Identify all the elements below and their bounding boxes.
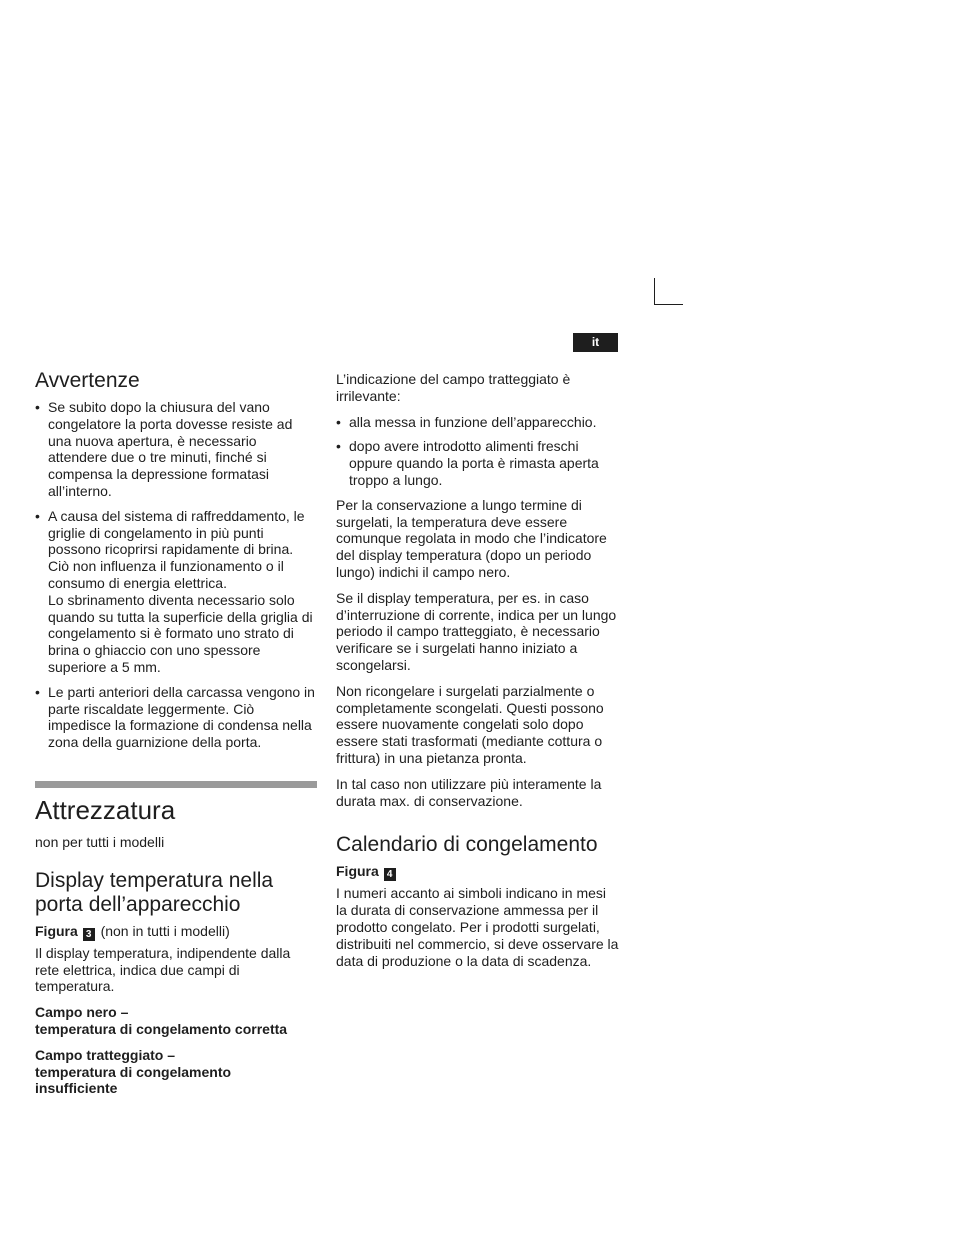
- list-item: • A causa del sistema di raffreddamento, le griglie di congelamento in più punti possono ricoprirsi rapidamente di brina. Ciò non influenza il funzionamento o il consumo di energia elettrica. Lo sbrinamento diventa necessario solo quando su tutta la superficie della griglia di congelamento si è formato uno strato di brina o ghiaccio con uno spessore superiore a 5 mm.: [35, 507, 313, 675]
- attrezzatura-note: non per tutti i modelli: [35, 833, 165, 850]
- figure-reference: Figura 4: [336, 863, 620, 881]
- list-item: • Se subito dopo la chiusura del vano congelatore la porta dovesse resiste ad una nuova apertura, è necessario attendere due o tre minuti, finché si compensa la depressione formatasi all’interno.: [35, 399, 293, 499]
- list-item: • Le parti anteriori della carcassa vengono in parte riscaldate leggermente. Ciò impedisce la formazione di condensa nella zona della guarnizione della porta.: [35, 683, 315, 751]
- avvertenze-list: [35, 399, 317, 751]
- list-item: • dopo avere introdotto alimenti freschi oppure quando la porta è rimasta aperta troppo a lungo.: [336, 438, 599, 488]
- campo-nero: Campo nero – temperatura di congelamento corretta: [35, 1004, 288, 1037]
- attrezzatura-heading: Attrezzatura: [35, 794, 176, 825]
- figure-number-badge: 3: [83, 928, 95, 941]
- bullet-icon: •: [35, 399, 40, 415]
- bullet-icon: •: [336, 413, 341, 430]
- campo-tratteggiato: Campo tratteggiato – temperatura di congelamento insufficiente: [35, 1046, 232, 1097]
- bullet-icon: •: [35, 683, 40, 700]
- figure-number-badge: 4: [384, 868, 396, 881]
- avvertenze-heading: Avvertenze: [35, 369, 140, 392]
- list-item: • alla messa in funzione dell’apparecchio.: [336, 413, 597, 430]
- bullet-icon: •: [35, 507, 40, 524]
- calendario-heading: Calendario di congelamento: [336, 833, 598, 857]
- paragraph: Per la conservazione a lungo termine di surgelati, la temperatura deve essere comunque regolata in modo che l’indicatore del display temperatura (dopo un periodo lungo) indichi il campo nero.: [336, 496, 607, 580]
- crop-corner-mark: [654, 278, 683, 305]
- intro-text: L’indicazione del campo tratteggiato è irrilevante:: [336, 371, 571, 404]
- language-badge: it: [573, 333, 618, 352]
- right-column: [336, 371, 620, 978]
- section-divider: [35, 781, 317, 788]
- bullet-icon: •: [336, 438, 341, 455]
- display-text: Il display temperatura, indipendente dalla rete elettrica, indica due campi di temperatura.: [35, 944, 291, 995]
- display-heading: Display temperatura nella porta dell’apparecchio: [35, 868, 274, 916]
- paragraph: Non ricongelare i surgelati parzialmente o completamente scongelati. Questi possono essere nuovamente congelati solo dopo essere stati trasformati (mediante cottura o frittura) in una pietanza pronta.: [336, 682, 604, 766]
- left-column: [35, 368, 317, 1097]
- figure-reference: Figura 3 (non in tutti i modelli): [35, 922, 230, 940]
- paragraph: Se il display temperatura, per es. in caso d’interruzione di corrente, indica per un lungo periodo il campo tratteggiato, è necessario verificare se i surgelati hanno iniziato a scongelarsi.: [336, 589, 617, 673]
- paragraph: In tal caso non utilizzare più interamente la durata max. di conservazione.: [336, 775, 602, 809]
- calendario-text: I numeri accanto ai simboli indicano in mesi la durata di conservazione ammessa per il prodotto congelato. Per i prodotti surgelati, distribuiti nel commercio, si deve osservare la data di produzione o la data di scadenza.: [336, 885, 619, 969]
- indication-list: [336, 414, 620, 489]
